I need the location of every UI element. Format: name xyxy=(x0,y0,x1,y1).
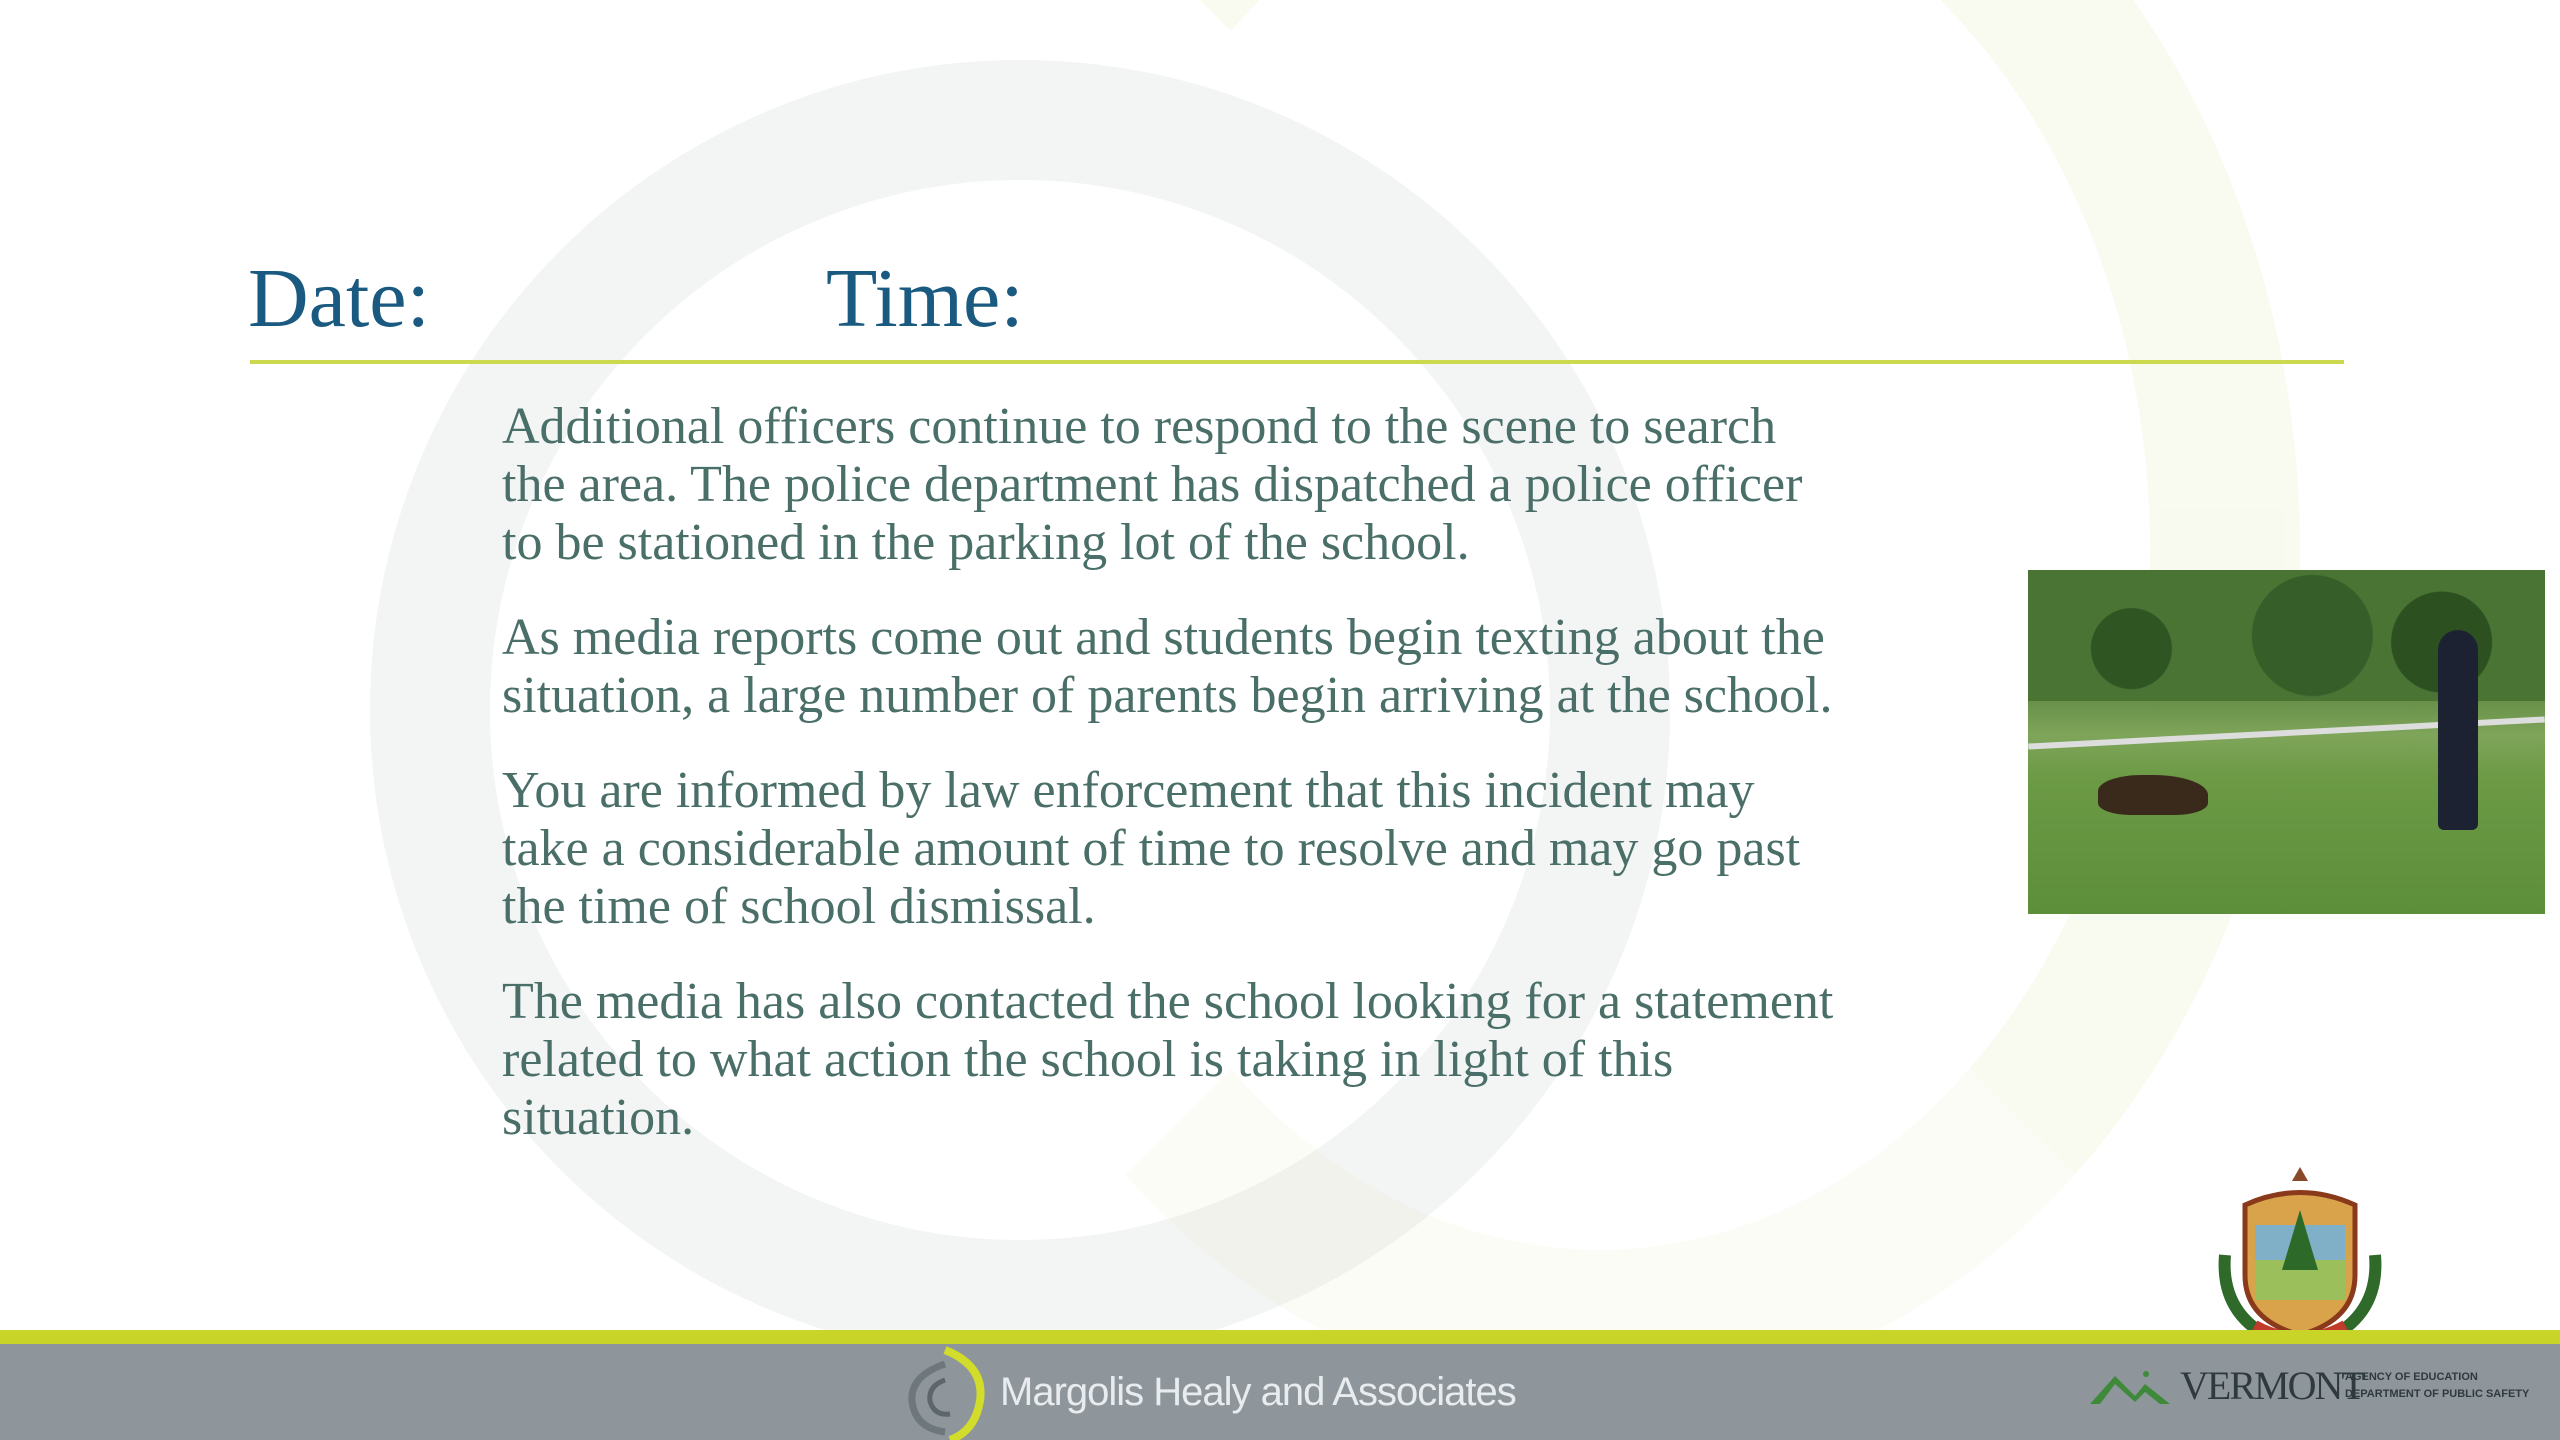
text-line: You are informed by law enforcement that this incident may xyxy=(502,762,1755,819)
scenario-text xyxy=(502,398,1833,1184)
text-line: the time of school dismissal. xyxy=(502,878,1096,935)
text-line: situation. xyxy=(502,1089,695,1146)
vermont-seal-icon xyxy=(2215,1165,2385,1345)
vermont-mountain-logo-icon xyxy=(2090,1366,2170,1406)
vermont-wordmark: VERMONT xyxy=(2180,1363,2364,1408)
paragraph xyxy=(502,609,1833,725)
text-line: the area. The police department has dispatched a police officer xyxy=(502,456,1803,513)
paragraph xyxy=(502,762,1833,936)
date-label: Date: xyxy=(248,252,430,345)
text-line: As media reports come out and students begin texting about the xyxy=(502,609,1825,666)
text-line: Additional officers continue to respond to the scene to search xyxy=(502,398,1777,455)
agency-line: AGENCY OF EDUCATION xyxy=(2345,1371,2478,1383)
margolis-healy-logo-icon xyxy=(900,1346,995,1440)
text-line: The media has also contacted the school looking for a statement xyxy=(502,973,1834,1030)
paragraph xyxy=(502,973,1833,1147)
agency-line: DEPARTMENT OF PUBLIC SAFETY xyxy=(2345,1388,2530,1400)
header-divider xyxy=(250,360,2344,364)
company-name: Margolis Healy and Associates xyxy=(1000,1370,1516,1414)
text-line: take a considerable amount of time to resolve and may go past xyxy=(502,820,1801,877)
text-line: situation, a large number of parents begin arriving at the school. xyxy=(502,667,1833,724)
text-line: related to what action the school is taking in light of this xyxy=(502,1031,1674,1088)
k9-search-photo xyxy=(2028,570,2545,914)
time-label: Time: xyxy=(826,252,1024,345)
text-line: to be stationed in the parking lot of the school. xyxy=(502,514,1470,571)
paragraph xyxy=(502,398,1833,572)
footer-accent-band xyxy=(0,1330,2560,1344)
vermont-agencies xyxy=(2345,1369,2529,1403)
